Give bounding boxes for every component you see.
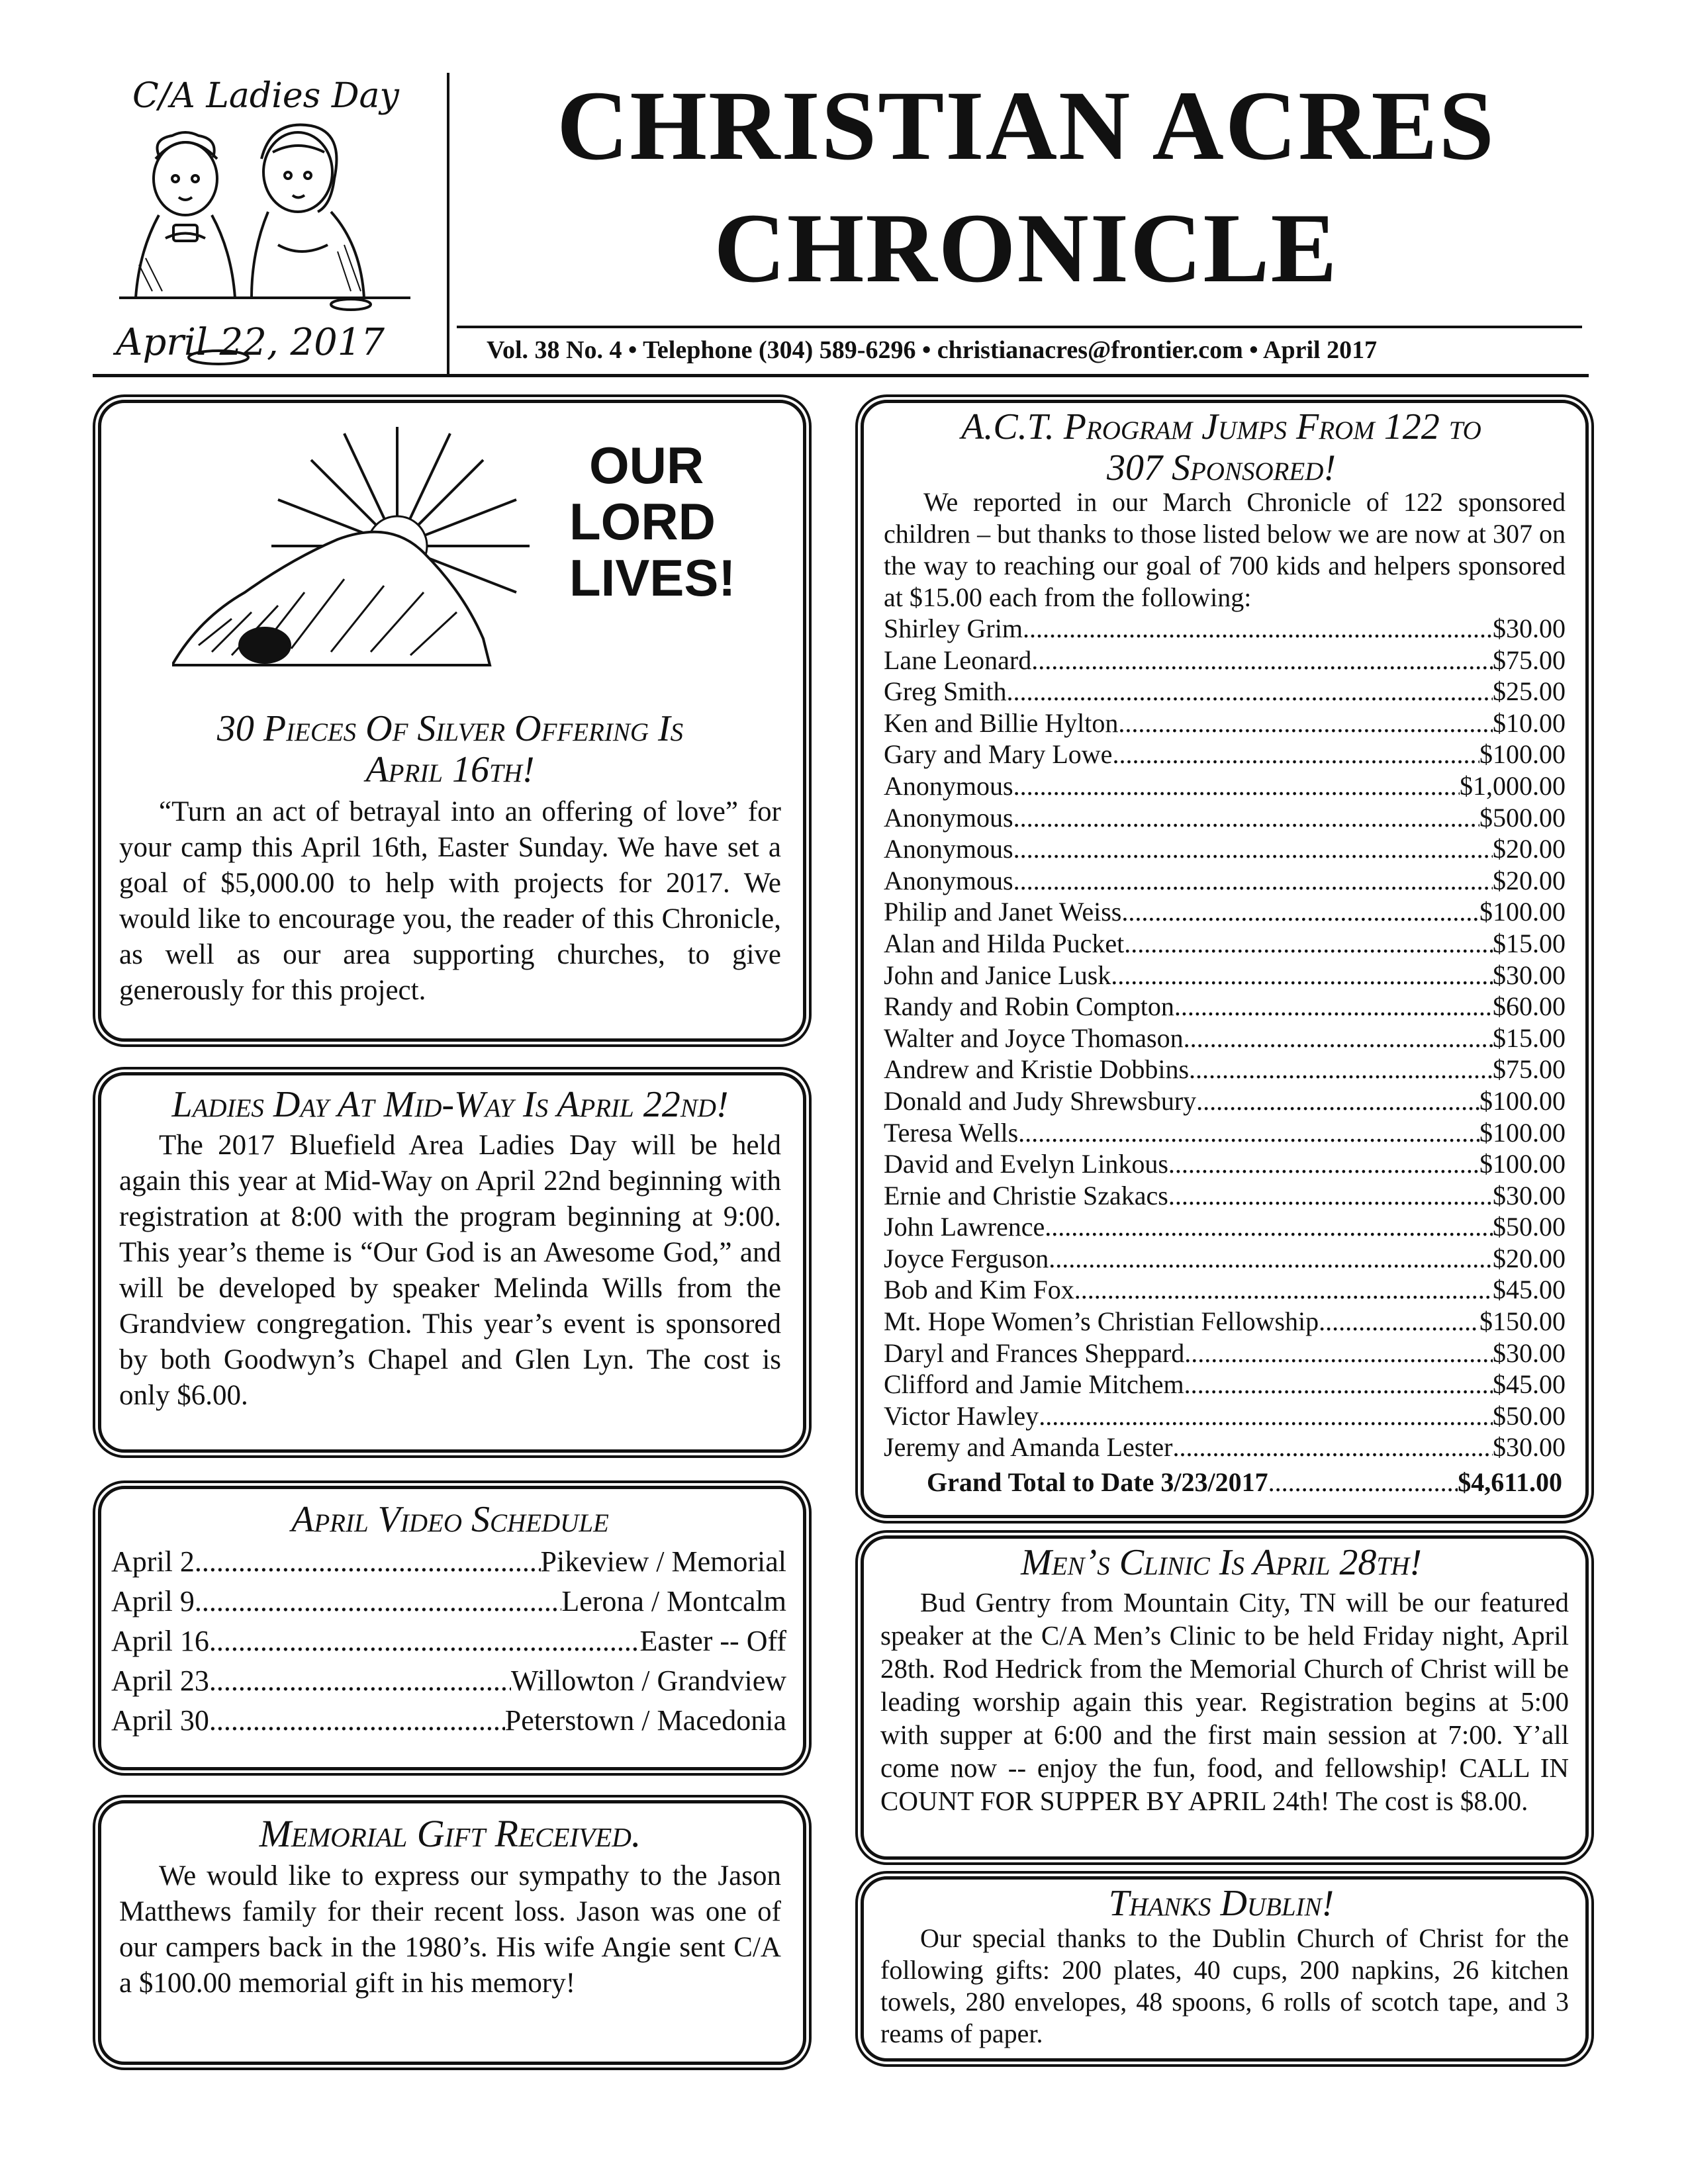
sponsor-name: Ernie and Christie Szakacs: [884, 1180, 1168, 1210]
newsletter-title-line2: CHRONICLE: [714, 193, 1338, 303]
ladies-day-body: The 2017 Bluefield Area Ladies Day will be held again this year at Mid-Way on April 22nd beginning with registration at 8:00 with the program beginning at 9:00. This year’s theme is “Our God is an Awesome God,” and will be developed by speaker Melinda Wills from the Grandview congregation. This year’s event is sponsored by both Goodwyn’s Chapel and Glen Lyn. The cost is only $6.00.: [119, 1130, 781, 1411]
ladies-day-headline: Ladies Day At Mid-Way Is April 22nd!: [171, 1084, 729, 1125]
video-date: April 9: [111, 1585, 195, 1617]
sponsor-amount: $30.00: [1493, 1338, 1566, 1368]
sponsor-name: Anonymous: [884, 770, 1013, 801]
newsletter-title-line1: CHRISTIAN ACRES: [557, 71, 1495, 181]
sponsor-row: [884, 770, 1566, 802]
sponsor-row: [884, 865, 1566, 897]
art-text-lives: LIVES!: [569, 549, 736, 607]
logo-title: C/A Ladies Day: [132, 76, 399, 116]
sponsor-amount: $60.00: [1493, 991, 1566, 1022]
sponsor-amount: $15.00: [1493, 928, 1566, 958]
sponsor-row: [884, 1023, 1566, 1054]
sponsor-amount: $25.00: [1493, 676, 1566, 707]
sponsor-row: [884, 645, 1566, 676]
sponsor-name: Mt. Hope Women’s Christian Fellowship: [884, 1306, 1319, 1337]
video-schedule-list: [111, 1542, 786, 1741]
art-text-our: OUR: [589, 436, 704, 494]
sponsor-name: Victor Hawley: [884, 1400, 1039, 1431]
sponsor-row: [884, 1054, 1566, 1085]
sponsor-row: [884, 1432, 1566, 1463]
video-row: [111, 1661, 786, 1701]
masthead-rule: [457, 326, 1582, 328]
video-location: Pikeview / Memorial: [540, 1545, 786, 1578]
sponsor-list: [884, 613, 1566, 1463]
video-date: April 30: [111, 1704, 209, 1737]
sponsor-amount: $100.00: [1479, 1085, 1566, 1116]
act-headline-line1: A.C.T. Program Jumps From 122 to: [961, 406, 1481, 447]
sponsor-row: [884, 833, 1566, 865]
sponsor-amount: $50.00: [1493, 1400, 1566, 1431]
act-intro: We reported in our March Chronicle of 122 sponsored children – but thanks to those listed below we are now at 307 on the way to reaching our goal of 700 kids and helpers sponsored at $15.00 each from the following:: [884, 487, 1566, 612]
sponsor-name: Randy and Robin Compton: [884, 991, 1174, 1022]
sponsor-amount: $1,000.00: [1460, 770, 1566, 801]
sponsor-name: Teresa Wells: [884, 1117, 1019, 1148]
sponsor-name: Daryl and Frances Sheppard: [884, 1338, 1185, 1368]
sponsor-amount: $10.00: [1493, 707, 1566, 738]
act-headline-line2: 307 Sponsored!: [1106, 447, 1336, 488]
sponsor-row: [884, 960, 1566, 991]
grand-total-row: [927, 1467, 1562, 1498]
empty-tomb-illustration: [172, 420, 781, 672]
sponsor-row: [884, 1338, 1566, 1369]
sponsor-name: Joyce Ferguson: [884, 1243, 1049, 1273]
sponsor-row: [884, 1085, 1566, 1117]
sponsor-amount: $100.00: [1479, 739, 1566, 770]
sponsor-name: Gary and Mary Lowe: [884, 739, 1113, 770]
sponsor-amount: $30.00: [1493, 614, 1566, 643]
sponsor-amount: $15.00: [1493, 1023, 1566, 1053]
sponsor-amount: $45.00: [1493, 1369, 1566, 1400]
sponsor-row: [884, 1117, 1566, 1149]
sponsor-name: Shirley Grim: [884, 614, 1023, 643]
sponsor-name: Anonymous: [884, 834, 1013, 864]
sponsor-name: Andrew and Kristie Dobbins: [884, 1054, 1190, 1085]
sponsor-name: Greg Smith: [884, 676, 1007, 707]
sponsor-amount: $20.00: [1493, 1243, 1566, 1273]
sponsor-name: Donald and Judy Shrewsbury: [884, 1085, 1197, 1116]
sponsor-row: [884, 928, 1566, 960]
sponsor-name: Clifford and Jamie Mitchem: [884, 1369, 1184, 1400]
sponsor-name: John and Janice Lusk: [884, 960, 1111, 990]
video-location: Easter -- Off: [639, 1625, 786, 1657]
sponsor-row: [884, 991, 1566, 1023]
sponsor-name: Jeremy and Amanda Lester: [884, 1432, 1173, 1463]
offering-headline-line2: April 16th!: [365, 749, 535, 790]
video-row: [111, 1701, 786, 1741]
video-schedule-headline: April Video Schedule: [291, 1499, 609, 1540]
logo-date: April 22, 2017: [116, 321, 385, 364]
sponsor-amount: $75.00: [1493, 1054, 1566, 1085]
sponsor-row: [884, 1274, 1566, 1306]
sponsor-amount: $100.00: [1479, 1117, 1566, 1148]
memorial-headline: Memorial Gift Received.: [259, 1812, 641, 1855]
video-location: Lerona / Montcalm: [561, 1585, 786, 1617]
sponsor-row: [884, 1211, 1566, 1243]
sponsor-amount: $150.00: [1479, 1306, 1566, 1337]
video-location: Peterstown / Macedonia: [504, 1704, 786, 1737]
video-row: [111, 1542, 786, 1582]
video-date: April 16: [111, 1625, 209, 1657]
video-date: April 23: [111, 1664, 209, 1697]
sponsor-amount: $30.00: [1493, 960, 1566, 990]
grand-total-amount: $4,611.00: [1458, 1467, 1562, 1497]
sponsor-name: Philip and Janet Weiss: [884, 897, 1122, 927]
sponsor-row: [884, 896, 1566, 928]
sponsor-amount: $500.00: [1479, 802, 1566, 833]
sponsor-name: Walter and Joyce Thomason: [884, 1023, 1184, 1053]
sponsor-row: [884, 1369, 1566, 1400]
sponsor-row: [884, 1306, 1566, 1338]
video-row: [111, 1582, 786, 1621]
sponsor-row: [884, 707, 1566, 739]
art-text-lord: LORD: [569, 492, 716, 551]
sponsor-amount: $30.00: [1493, 1432, 1566, 1463]
sponsor-amount: $30.00: [1493, 1180, 1566, 1210]
masthead-divider: [447, 73, 449, 377]
sponsor-row: [884, 739, 1566, 770]
video-date: April 2: [111, 1545, 195, 1578]
offering-headline-line1: 30 Pieces Of Silver Offering Is: [216, 708, 684, 749]
sponsor-name: Alan and Hilda Pucket: [884, 928, 1125, 958]
grand-total-label: Grand Total to Date 3/23/2017: [927, 1467, 1268, 1497]
sponsor-name: Anonymous: [884, 865, 1013, 895]
video-row: [111, 1621, 786, 1661]
video-location: Willowton / Grandview: [510, 1664, 786, 1697]
sponsor-row: [884, 1180, 1566, 1212]
sponsor-amount: $45.00: [1493, 1275, 1566, 1305]
sponsor-row: [884, 802, 1566, 834]
sponsor-amount: $50.00: [1493, 1212, 1566, 1242]
mens-clinic-headline: Men’s Clinic Is April 28th!: [1021, 1542, 1422, 1583]
sponsor-row: [884, 613, 1566, 645]
memorial-body: We would like to express our sympathy to the Jason Matthews family for their recent loss. Jason was one of our campers back in the 1980’s. His wife Angie sent C/A a $100.00 memorial gift in his memory!: [119, 1860, 781, 1999]
sponsor-amount: $100.00: [1479, 1149, 1566, 1179]
sponsor-row: [884, 1148, 1566, 1180]
sponsor-name: John Lawrence: [884, 1212, 1045, 1242]
sponsor-amount: $75.00: [1493, 645, 1566, 675]
sponsor-row: [884, 1400, 1566, 1432]
sponsor-name: Bob and Kim Fox: [884, 1275, 1074, 1305]
sponsor-name: Anonymous: [884, 802, 1013, 833]
sponsor-name: David and Evelyn Linkous: [884, 1149, 1168, 1179]
mens-clinic-body: Bud Gentry from Mountain City, TN will be our featured speaker at the C/A Men’s Clinic to be held Friday night, April 28th. Rod Hedrick from the Memorial Church of Christ will be leading worship again this year. Registration begins at 5:00 with supper at 6:00 and the first main session at 7:00. Y’all come now -- enjoy the fun, food, and fellowship! CALL IN COUNT FOR SUPPER BY APRIL 24th! The cost is $8.00.: [880, 1587, 1569, 1816]
sponsor-name: Lane Leonard: [884, 645, 1032, 675]
thanks-dublin-headline: Thanks Dublin!: [1108, 1883, 1335, 1924]
sponsor-amount: $20.00: [1493, 834, 1566, 864]
masthead-bottom-rule: [93, 374, 1589, 377]
sponsor-name: Ken and Billie Hylton: [884, 707, 1119, 738]
thanks-dublin-body: Our special thanks to the Dublin Church of Christ for the following gifts: 200 plates, 40 cups, 200 napkins, 26 kitchen towels, 280 envelopes, 48 spoons, 6 rolls of scotch tape, and 3 reams of paper.: [880, 1923, 1569, 2048]
sponsor-amount: $20.00: [1493, 865, 1566, 895]
offering-body: “Turn an act of betrayal into an offering of love” for your camp this April 16th, Easter Sunday. We have set a goal of $5,000.00 to help with projects for 2017. We would like to encourage you, the reader of this Chronicle, as well as our area supporting churches, to give generously for this project.: [119, 796, 781, 1006]
volume-info-line: Vol. 38 No. 4 • Telephone (304) 589-6296 • christianacres@frontier.com • April 2017: [487, 336, 1378, 364]
sponsor-amount: $100.00: [1479, 897, 1566, 927]
sponsor-row: [884, 676, 1566, 707]
sponsor-row: [884, 1243, 1566, 1275]
